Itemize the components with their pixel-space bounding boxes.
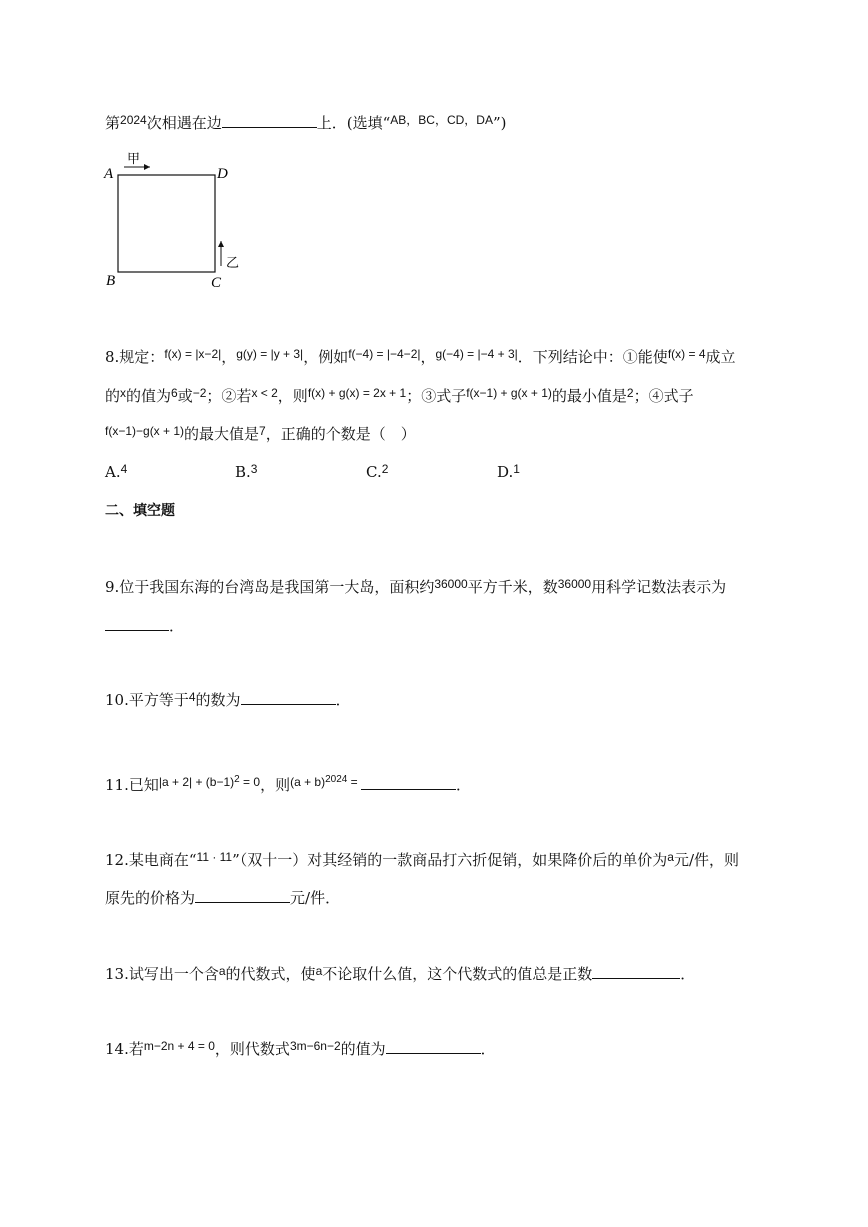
q8-text: 8.规定： [105, 348, 165, 366]
q8-formula: g(y) = |y + 3| [236, 347, 304, 361]
q11-formula: (a + b) [290, 775, 326, 789]
q11-formula: = 0 [239, 775, 261, 789]
q12-line1 [105, 849, 739, 872]
q10-line [105, 689, 351, 712]
q13-text: 的代数式，使 [225, 965, 316, 983]
label-C: C [211, 275, 222, 291]
option-value: 4 [120, 462, 128, 476]
q14-text: ． [480, 1040, 496, 1058]
q8-formula: x < 2 [251, 386, 278, 400]
square [118, 175, 215, 272]
q14-line [105, 1038, 496, 1061]
q8-formula: f(−4) = |−4−2| [348, 347, 421, 361]
q14-text: 14.若 [105, 1040, 144, 1058]
q9-text: 9.位于我国东海的台湾岛是我国第一大岛，面积约 [105, 578, 435, 596]
q8-option-d[interactable] [497, 463, 520, 481]
q8-formula: f(x−1)−g(x + 1) [105, 424, 185, 438]
q13-text: 13.试写出一个含 [105, 965, 219, 983]
q8-text: 的值为 [126, 387, 172, 405]
q8-formula: g(−4) = |−4 + 3| [435, 347, 518, 361]
option-label: A. [105, 463, 121, 481]
q13-line [105, 963, 695, 986]
q9-blank[interactable] [105, 616, 169, 631]
option-label: C. [366, 463, 382, 481]
q8-text: ，例如 [303, 348, 349, 366]
label-D: D [217, 166, 228, 182]
q8-option-b[interactable] [235, 463, 257, 481]
q11-exponent: 2 [234, 774, 240, 785]
q8-option-c[interactable] [366, 463, 388, 481]
option-label: B. [235, 463, 251, 481]
q8-formula: 7 [259, 424, 266, 438]
q8-text: ，正确的个数是（ ） [265, 425, 416, 443]
q12-blank[interactable] [195, 888, 290, 903]
q11-text: 11.已知 [105, 776, 159, 794]
q9-text: ． [169, 617, 185, 635]
q10-text: ． [335, 691, 351, 709]
q14-formula: m−2n + 4 = 0 [143, 1039, 215, 1053]
q10-text: 的数为 [195, 691, 241, 709]
q8-formula: f(x) = |x−2| [164, 347, 222, 361]
q8-formula: f(x) + g(x) = 2x + 1 [307, 386, 407, 400]
q11-formula: |a + 2| + (b−1) [158, 775, 235, 789]
q9-text: 用科学记数法表示为 [591, 578, 727, 596]
q8-text: 的最小值是 [551, 387, 627, 405]
q8-text: ．下列结论中：①能使 [517, 348, 668, 366]
q7-text2: 上．(选填“ [316, 114, 391, 132]
q8-line3 [105, 423, 416, 446]
q11-line [105, 774, 471, 799]
option-value: 3 [250, 462, 258, 476]
q8-text: ；④式子 [633, 387, 694, 405]
q8-text: 成立 [705, 348, 736, 366]
q8-line1 [105, 346, 736, 369]
q12-line2 [105, 887, 340, 909]
q9-line2 [105, 615, 184, 637]
q9-number: 36000 [434, 577, 468, 591]
q8-formula: f(x) = 4 [667, 347, 706, 361]
q12-text: 12.某电商在“ [105, 851, 197, 869]
label-B: B [106, 273, 116, 289]
arrow-yi-head [218, 241, 224, 247]
label-jia: 甲 [127, 152, 141, 167]
q7-text1: 次相遇在边 [146, 114, 222, 132]
q7-text3: ”) [492, 114, 507, 132]
q14-formula: 3m−6n−2 [289, 1039, 341, 1053]
q8-formula: x [120, 386, 127, 400]
q13-blank[interactable] [592, 964, 680, 979]
q11-formula: = [347, 775, 362, 789]
q12-formula: 11 · 11 [196, 850, 233, 864]
q9-text: 平方千米，数 [467, 578, 558, 596]
q8-text: 的最大值是 [184, 425, 260, 443]
q14-blank[interactable] [386, 1039, 481, 1054]
q7-prefix: 第 [105, 114, 121, 132]
q14-text: 的值为 [340, 1040, 386, 1058]
label-A: A [104, 166, 114, 182]
q8-formula: −2 [192, 386, 207, 400]
q11-exponent: 2024 [325, 774, 348, 785]
q13-variable: a [315, 964, 323, 978]
q12-text: 元/件． [290, 889, 341, 907]
q10-text: 10.平方等于 [105, 691, 189, 709]
q8-line2 [105, 385, 694, 408]
option-label: D. [497, 463, 514, 481]
section-title: 二、填空题 [105, 503, 175, 519]
q8-text: ；②若 [206, 387, 252, 405]
q12-text: ”（双十一）对其经销的一款商品打六折促销，如果降价后的单价为 [232, 851, 668, 869]
q11-text: ，则 [260, 776, 291, 794]
q7-options: AB，BC，CD，DA [390, 113, 493, 127]
q10-number: 4 [188, 690, 196, 704]
q8-option-a[interactable] [105, 463, 127, 481]
q8-text: 或 [177, 387, 193, 405]
q13-text: 不论取什么值，这个代数式的值总是正数 [322, 965, 593, 983]
option-value: 1 [513, 462, 520, 476]
q7-num: 2024 [120, 113, 147, 127]
q8-formula: 6 [171, 386, 178, 400]
q8-formula: 2 [626, 386, 634, 400]
option-value: 2 [381, 462, 389, 476]
q8-text: 的 [105, 387, 121, 405]
arrow-jia-head [144, 164, 150, 170]
q11-text: ． [456, 776, 472, 794]
q12-variable: a [667, 850, 674, 864]
q12-text: 原先的价格为 [105, 889, 196, 907]
label-yi: 乙 [226, 256, 240, 271]
q11-blank[interactable] [361, 775, 456, 790]
q9-line1 [105, 576, 726, 599]
q10-blank[interactable] [241, 690, 336, 705]
q9-number: 36000 [557, 577, 592, 591]
q8-formula: f(x−1) + g(x + 1) [466, 386, 552, 400]
q8-text: ， [420, 348, 436, 366]
q12-text: 元/件，则 [673, 851, 740, 869]
q7-blank[interactable] [222, 113, 317, 128]
q13-variable: a [218, 964, 226, 978]
q8-text: ，则 [277, 387, 308, 405]
q7-line [105, 112, 506, 135]
q8-text: ；③式子 [406, 387, 467, 405]
q14-text: ，则代数式 [214, 1040, 290, 1058]
q13-text: ． [680, 965, 696, 983]
q8-text: ， [221, 348, 237, 366]
square-figure [100, 145, 260, 305]
